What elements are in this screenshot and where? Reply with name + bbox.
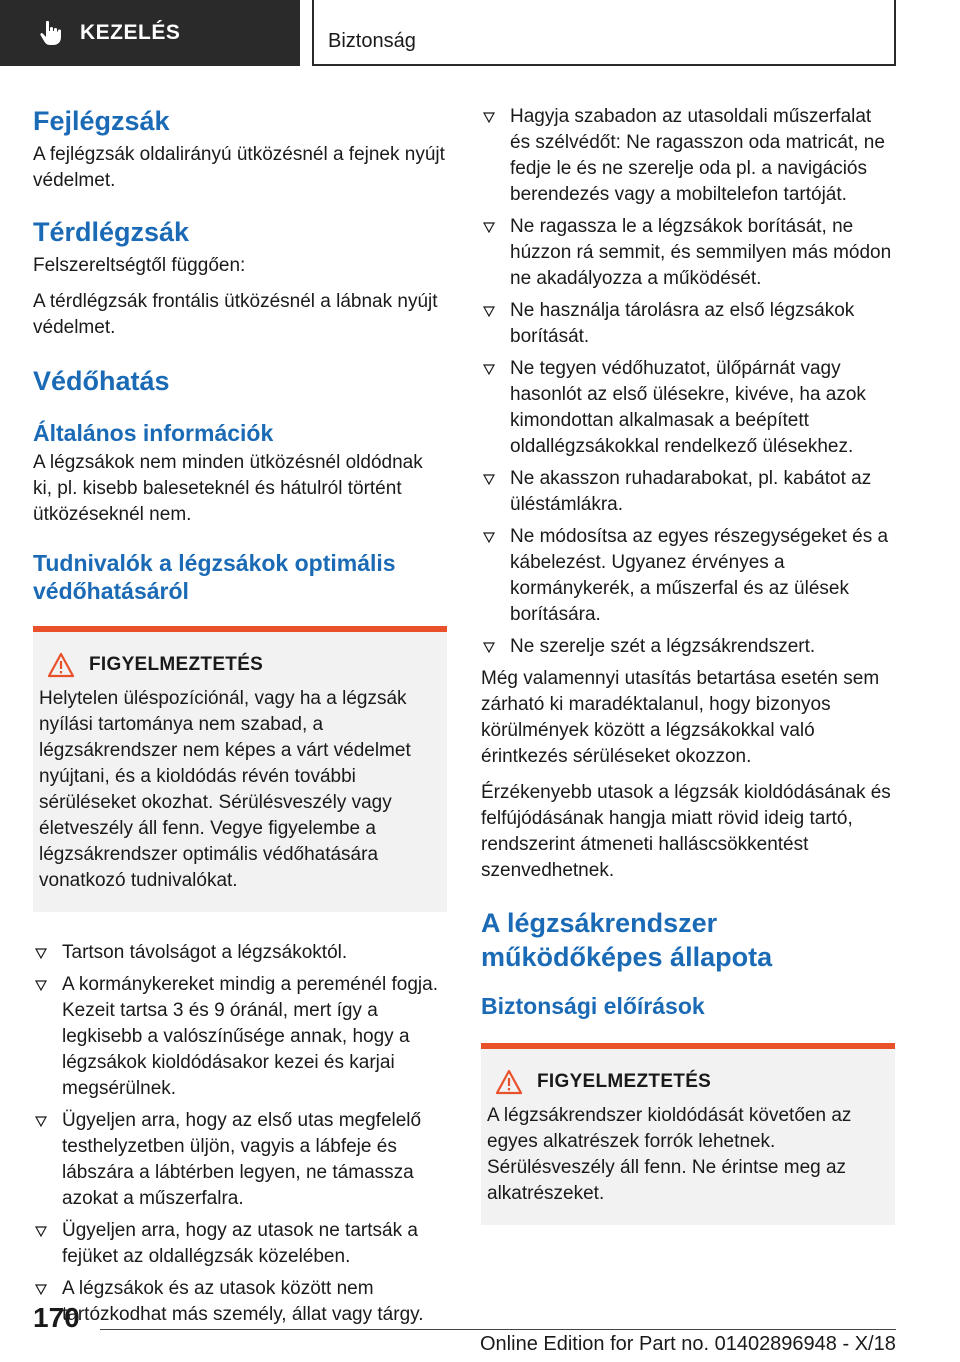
warning-triangle-icon — [495, 1069, 523, 1095]
hand-pointer-icon — [36, 18, 66, 48]
list-item: A kormánykereket mindig a pereménél fogja. Kezeit tartsa 3 és 9 óránál, mert így a legkisebb a valószínűsége annak, hogy a légzsákok kioldódásakor kezei és karjai megsérülnek. — [33, 972, 447, 1102]
bullet-list-right — [481, 104, 895, 660]
text-terd-1: Felszereltségtől függően: — [33, 255, 246, 276]
triangle-bullet-icon — [483, 642, 495, 653]
warning-text: Helytelen üléspozíciónál, vagy ha a légzsák nyílási tartománya nem szabad, a légzsákrendszer nem képes a várt védelmet nyújtani, és a kioldódás révén további sérüléseket okozhat. Sérülésveszély vagy életveszély áll fenn. Vegye figyelembe a légzsákrendszer optimális védőhatására vonatkozó tudnivalókat. — [39, 688, 411, 891]
list-item: A légzsákok és az utasok között nem tartózkodhat más személy, állat vagy tárgy. — [33, 1276, 447, 1328]
section-tab-label: KEZELÉS — [80, 21, 181, 44]
list-item: Hagyja szabadon az utasoldali műszerfalat és szélvédőt: Ne ragasszon oda matricát, ne fedje le és ne szerelje oda pl. a navigációs berendezés vagy a mobiltelefon tartóját. — [481, 104, 895, 208]
list-item: Ne módosítsa az egyes részegységeket és a kábelezést. Ugyanez érvényes a kormánykerék, a műszerfal és az ülések borítására. — [481, 524, 895, 628]
list-item: Ügyeljen arra, hogy az első utas megfelelő testhelyzetben üljön, vagyis a lábfeje és lábszára a lábtérben legyen, ne támassza azokat a műszerfalra. — [33, 1108, 447, 1212]
warning-header — [487, 1069, 889, 1095]
bullet-list-left — [33, 940, 447, 1328]
list-item: Ne ragassza le a légzsákok borítását, ne húzzon rá semmit, és semmilyen más módon ne akadályozza a működését. — [481, 214, 895, 292]
triangle-bullet-icon — [483, 112, 495, 123]
right-column — [481, 100, 895, 1225]
list-item: Ne használja tárolásra az első légzsákok borítását. — [481, 298, 895, 350]
triangle-bullet-icon — [483, 474, 495, 485]
heading-mukodokepes: A légzsákrendszer működőképes állapota — [481, 908, 773, 972]
heading-terdlegzsak: Térdlégzsák — [33, 217, 190, 247]
heading-altalanos: Általános információk — [33, 420, 274, 446]
list-item: Ne szerelje szét a légzsákrendszert. — [481, 634, 895, 660]
warning-box — [33, 626, 447, 912]
warning-title: FIGYELMEZTETÉS — [537, 1071, 712, 1092]
breadcrumb — [312, 0, 896, 66]
warning-triangle-icon — [47, 652, 75, 678]
footer-divider — [100, 1329, 896, 1330]
triangle-bullet-icon — [35, 1226, 47, 1237]
page-header — [0, 0, 960, 66]
triangle-bullet-icon — [35, 1116, 47, 1127]
list-item: Ne akasszon ruhadarabokat, pl. kabátot az üléstámlákra. — [481, 466, 895, 518]
edition-footer: Online Edition for Part no. 01402896948 - X/18 — [480, 1333, 896, 1355]
section-tab — [0, 0, 300, 66]
page-number: 170 — [33, 1302, 80, 1333]
left-column — [33, 100, 447, 1328]
warning-title: FIGYELMEZTETÉS — [89, 654, 264, 675]
heading-vedohatas: Védőhatás — [33, 366, 170, 396]
list-item: Ügyeljen arra, hogy az utasok ne tartsák a fejüket az oldallégzsák közelében. — [33, 1218, 447, 1270]
warning-box — [481, 1043, 895, 1225]
warning-text: A légzsákrendszer kioldódását követően az egyes alkatrészek forrók lehetnek. Sérülésveszély áll fenn. Ne érintse meg az alkatrészeket. — [487, 1105, 852, 1204]
triangle-bullet-icon — [483, 222, 495, 233]
triangle-bullet-icon — [483, 306, 495, 317]
triangle-bullet-icon — [483, 364, 495, 375]
text-meg-valamennyi: Még valamennyi utasítás betartása esetén sem zárható ki maradéktalanul, hogy bizonyos körülmények között a légzsákokkal való érintkezés sérüléseket okozzon. — [481, 668, 880, 767]
list-item: Tartson távolságot a légzsákoktól. — [33, 940, 447, 966]
triangle-bullet-icon — [35, 980, 47, 991]
text-altalanos: A légzsákok nem minden ütközésnél oldódnak ki, pl. kisebb baleseteknél és hátulról történt ütközéseknél nem. — [33, 452, 423, 525]
breadcrumb-label: Biztonság — [328, 30, 416, 52]
warning-header — [39, 652, 441, 678]
triangle-bullet-icon — [483, 532, 495, 543]
text-erzekenyebb: Érzékenyebb utasok a légzsák kioldódásának és felfújódásának hangja miatt rövid ideig tartó, rendszerint átmeneti halláscsökkentést szenvedhetnek. — [481, 782, 891, 881]
heading-biztonsagi: Biztonsági előírások — [481, 993, 705, 1019]
triangle-bullet-icon — [35, 1284, 47, 1295]
text-fejlegzsak: A fejlégzsák oldalirányú ütközésnél a fejnek nyújt védelmet. — [33, 144, 445, 191]
text-terd-2: A térdlégzsák frontális ütközésnél a lábnak nyújt védelmet. — [33, 291, 438, 338]
heading-fejlegzsak: Fejlégzsák — [33, 106, 170, 136]
triangle-bullet-icon — [35, 948, 47, 959]
heading-tudnivalok: Tudnivalók a légzsákok optimális védőhatásáról — [33, 550, 396, 604]
list-item: Ne tegyen védőhuzatot, ülőpárnát vagy hasonlót az első ülésekre, kivéve, ha azok kimondottan alkalmasak a beépített oldallégzsákokkal rendelkező ülésekhez. — [481, 356, 895, 460]
